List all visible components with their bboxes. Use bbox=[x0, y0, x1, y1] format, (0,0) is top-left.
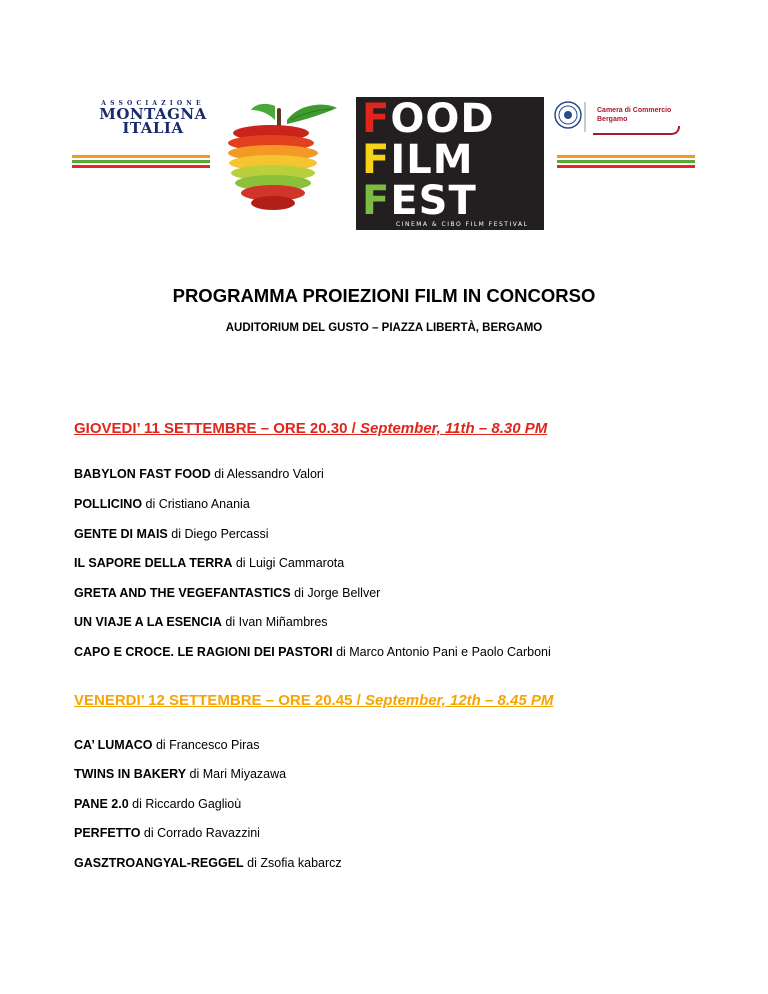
day2-heading bbox=[74, 692, 553, 709]
film-entry: CAPO E CROCE. LE RAGIONI DEI PASTORI di Marco Antonio Pani e Paolo Carboni bbox=[74, 645, 551, 659]
film-entry: IL SAPORE DELLA TERRA di Luigi Cammarota bbox=[74, 556, 345, 570]
association-name-line1: MONTAGNA bbox=[99, 105, 207, 123]
logo-letter-f3: F bbox=[362, 178, 391, 224]
film-entry: BABYLON FAST FOOD di Alessandro Valori bbox=[74, 467, 324, 481]
day2-heading-en: September, 12th – 8.45 PM bbox=[364, 692, 554, 709]
logo-word-ood: OOD bbox=[390, 96, 495, 142]
film-entry: PERFETTO di Corrado Ravazzini bbox=[74, 826, 260, 840]
film-entry: GASZTROANGYAL-REGGEL di Zsofia kabarcz bbox=[74, 856, 342, 870]
film-entry: CA’ LUMACO di Francesco Piras bbox=[74, 738, 260, 752]
apple-icon bbox=[205, 98, 355, 228]
day1-heading bbox=[74, 420, 547, 437]
day2-heading-it: VENERDI’ 12 SETTEMBRE – ORE 20.45 / bbox=[74, 692, 365, 709]
logo-letter-f1: F bbox=[362, 96, 391, 142]
film-entry: PANE 2.0 di Riccardo Gaglioù bbox=[74, 797, 242, 811]
film-entry: TWINS IN BAKERY di Mari Miyazawa bbox=[74, 767, 287, 781]
film-entry: POLLICINO di Cristiano Anania bbox=[74, 497, 250, 511]
logo-word-ilm: ILM bbox=[390, 137, 474, 183]
camera-commercio-logo bbox=[553, 100, 683, 140]
chamber-name-line2: Bergamo bbox=[597, 116, 628, 123]
association-label: ASSOCIAZIONE bbox=[101, 100, 205, 107]
seal-icon bbox=[553, 100, 593, 134]
montagna-italia-logo bbox=[88, 100, 218, 135]
film-entry: GENTE DI MAIS di Diego Percassi bbox=[74, 527, 269, 541]
header bbox=[0, 0, 768, 240]
logo-subtitle: CINEMA & CIBO FILM FESTIVAL bbox=[396, 221, 529, 228]
chamber-name-line1: Camera di Commercio bbox=[597, 107, 672, 114]
page-title: PROGRAMMA PROIEZIONI FILM IN CONCORSO bbox=[172, 285, 596, 306]
chamber-swoosh-icon bbox=[591, 124, 681, 138]
association-name-line2: ITALIA bbox=[122, 119, 184, 137]
day1-heading-en: September, 11th – 8.30 PM bbox=[359, 420, 548, 437]
venue-subtitle: AUDITORIUM DEL GUSTO – PIAZZA LIBERTÀ, BERGAMO bbox=[225, 322, 543, 334]
right-color-stripes bbox=[557, 155, 695, 169]
logo-word-est: EST bbox=[390, 178, 477, 224]
food-film-fest-logo bbox=[356, 97, 544, 230]
day1-heading-it: GIOVEDI’ 11 SETTEMBRE – ORE 20.30 / bbox=[74, 420, 360, 437]
film-entry: UN VIAJE A LA ESENCIA di Ivan Miñambres bbox=[74, 615, 328, 629]
film-entry: GRETA AND THE VEGEFANTASTICS di Jorge Bellver bbox=[74, 586, 381, 600]
logo-letter-f2: F bbox=[362, 137, 391, 183]
left-color-stripes bbox=[72, 155, 210, 169]
